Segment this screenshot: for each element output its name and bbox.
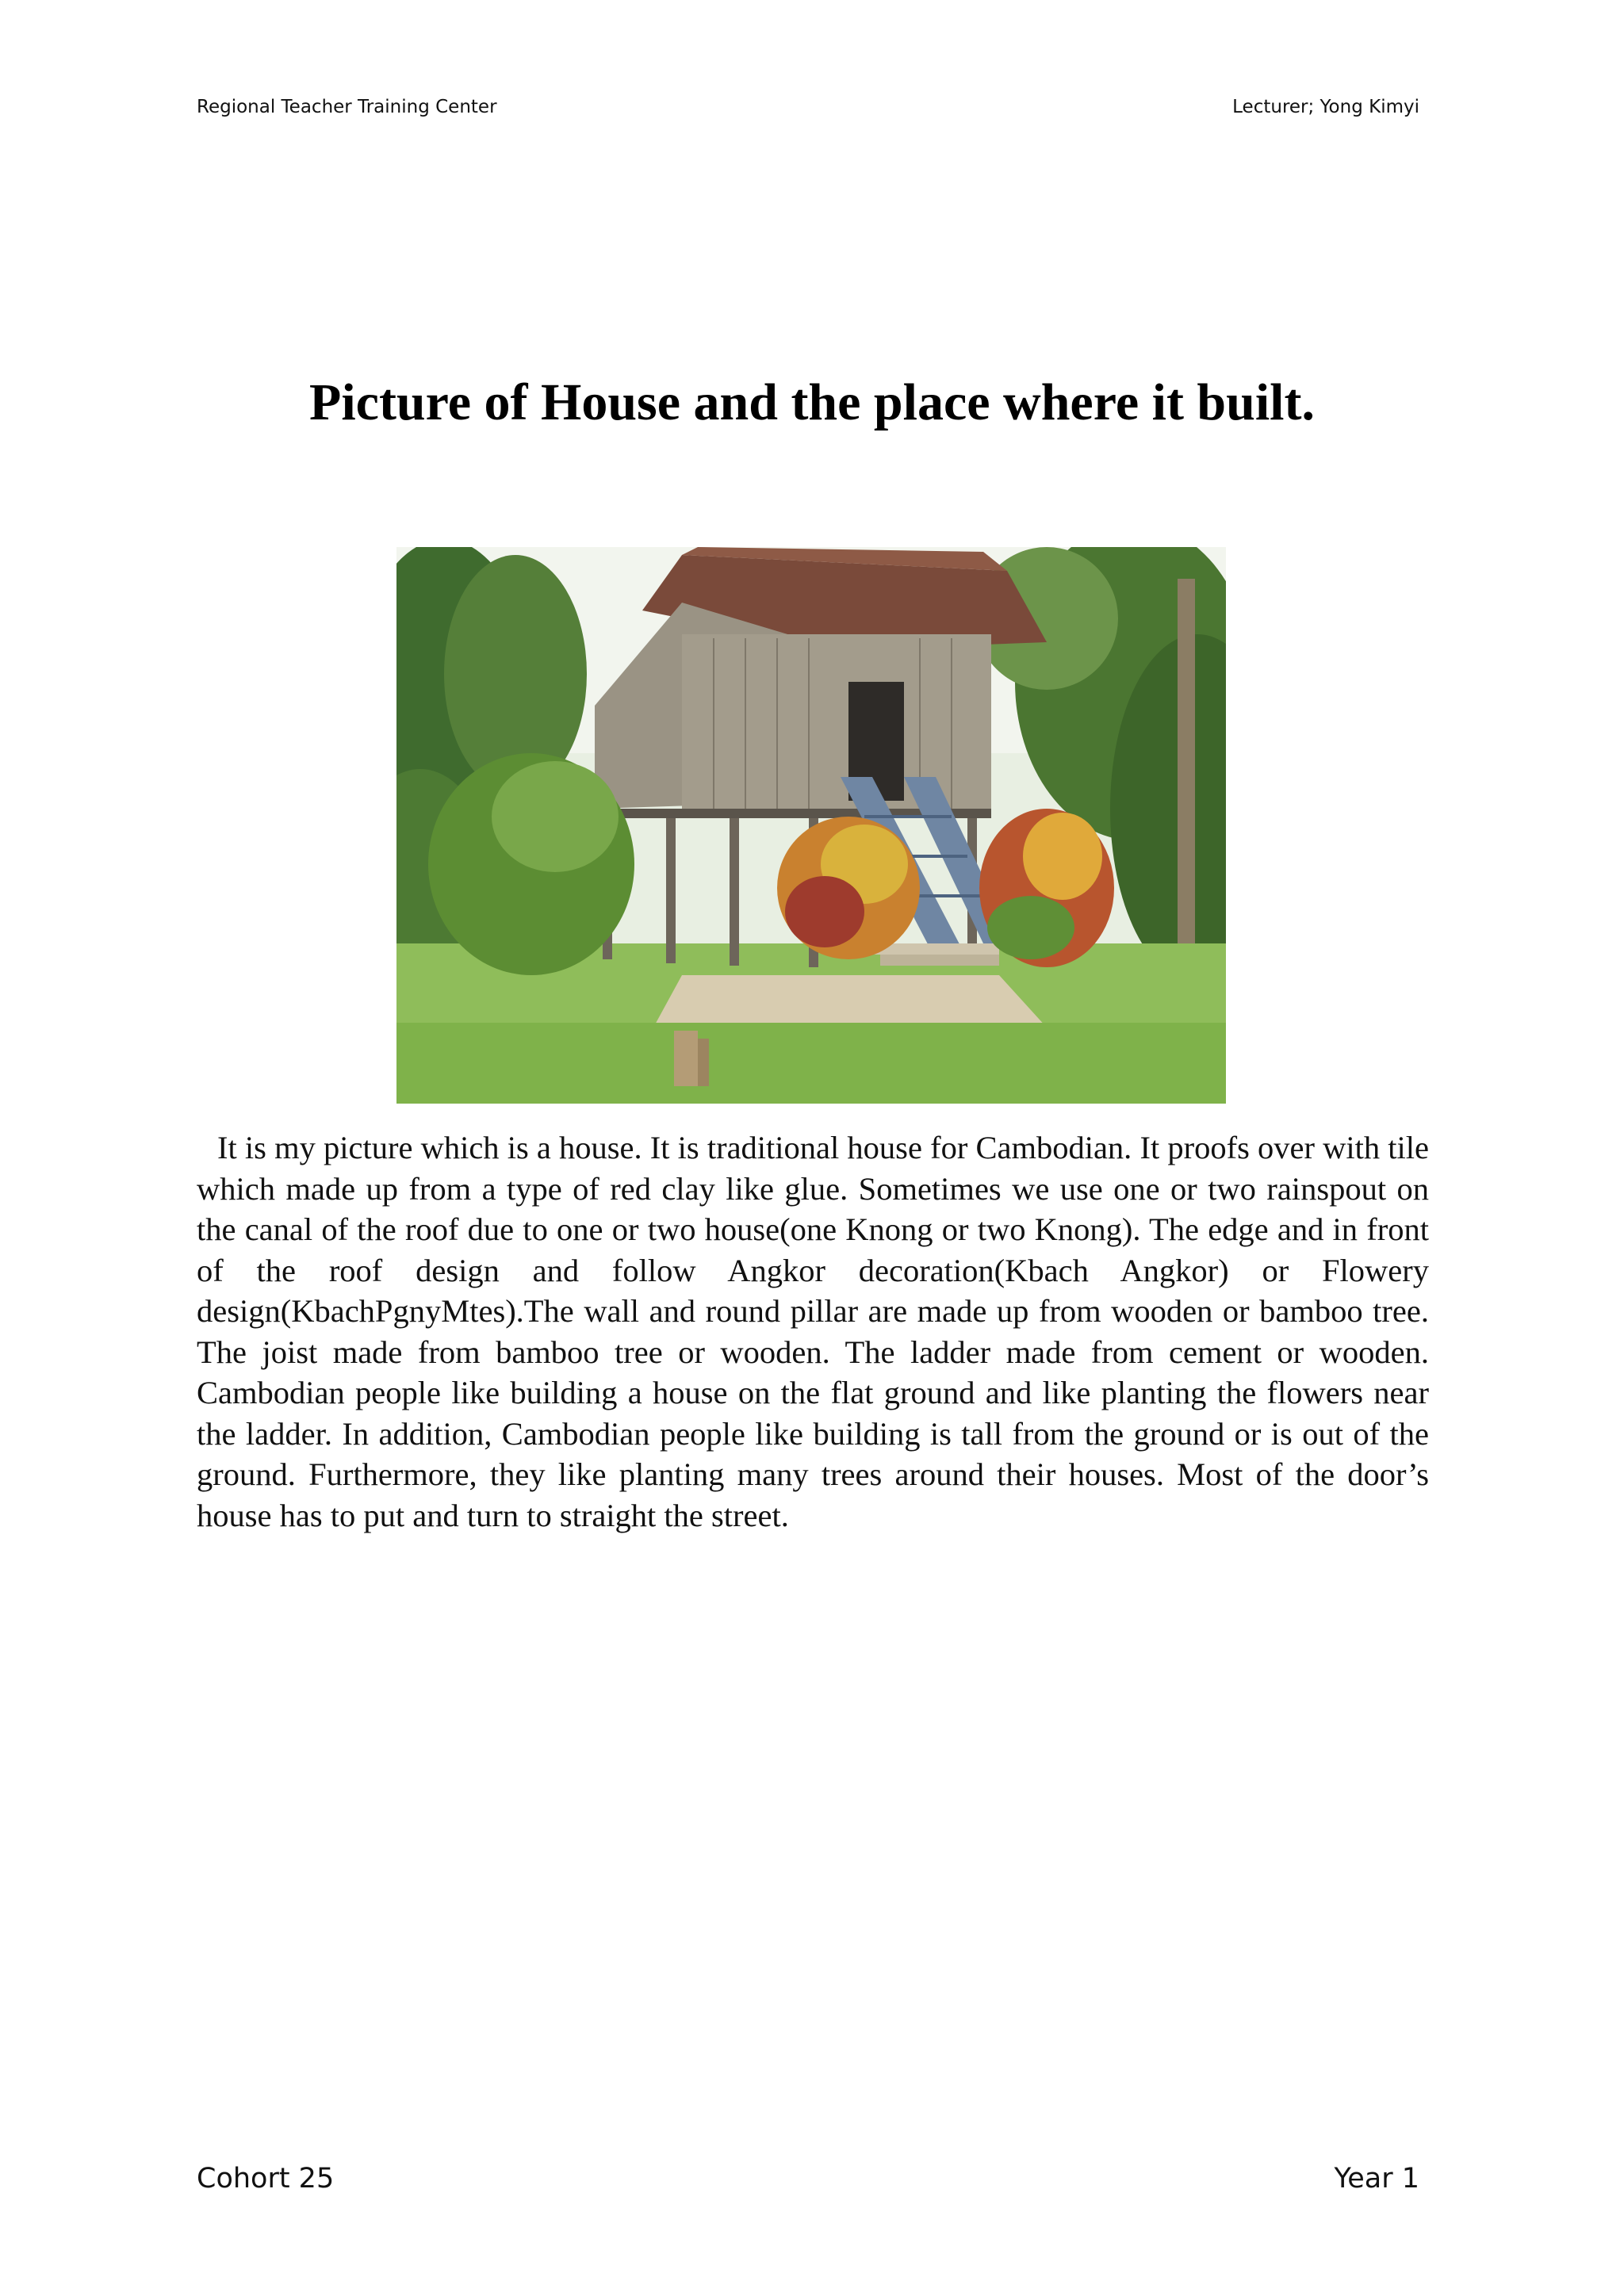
header-institution: Regional Teacher Training Center [197, 97, 497, 117]
header-lecturer: Lecturer; Yong Kimyi [1232, 97, 1419, 117]
body-paragraph: It is my picture which is a house. It is traditional house for Cambodian. It proofs over with tile which made up from a type of red clay like glue. Sometimes we use one or two rainspout on the canal of the roof due to one or two house(one Knong or two Knong). The edge and in front of the roof design and follow Angkor decoration(Kbach Angkor) or Flowery design(KbachPgnyMtes).The wall and round pillar are made up from wooden or bamboo tree. The joist made from bamboo tree or wooden. The ladder made from cement or wooden. Cambodian people like building a house on the flat ground and like planting the flowers near the ladder. In addition, Cambodian people like building is tall from the ground or is out of the ground. Furthermore, they like planting many trees around their houses. Most of the door’s house has to put and turn to straight the street. [197, 1130, 1429, 1533]
page-title: Picture of House and the place where it built. [309, 373, 1315, 431]
house-photo [396, 547, 1226, 1104]
footer-year: Year 1 [1334, 2163, 1419, 2195]
footer-cohort: Cohort 25 [197, 2163, 335, 2195]
